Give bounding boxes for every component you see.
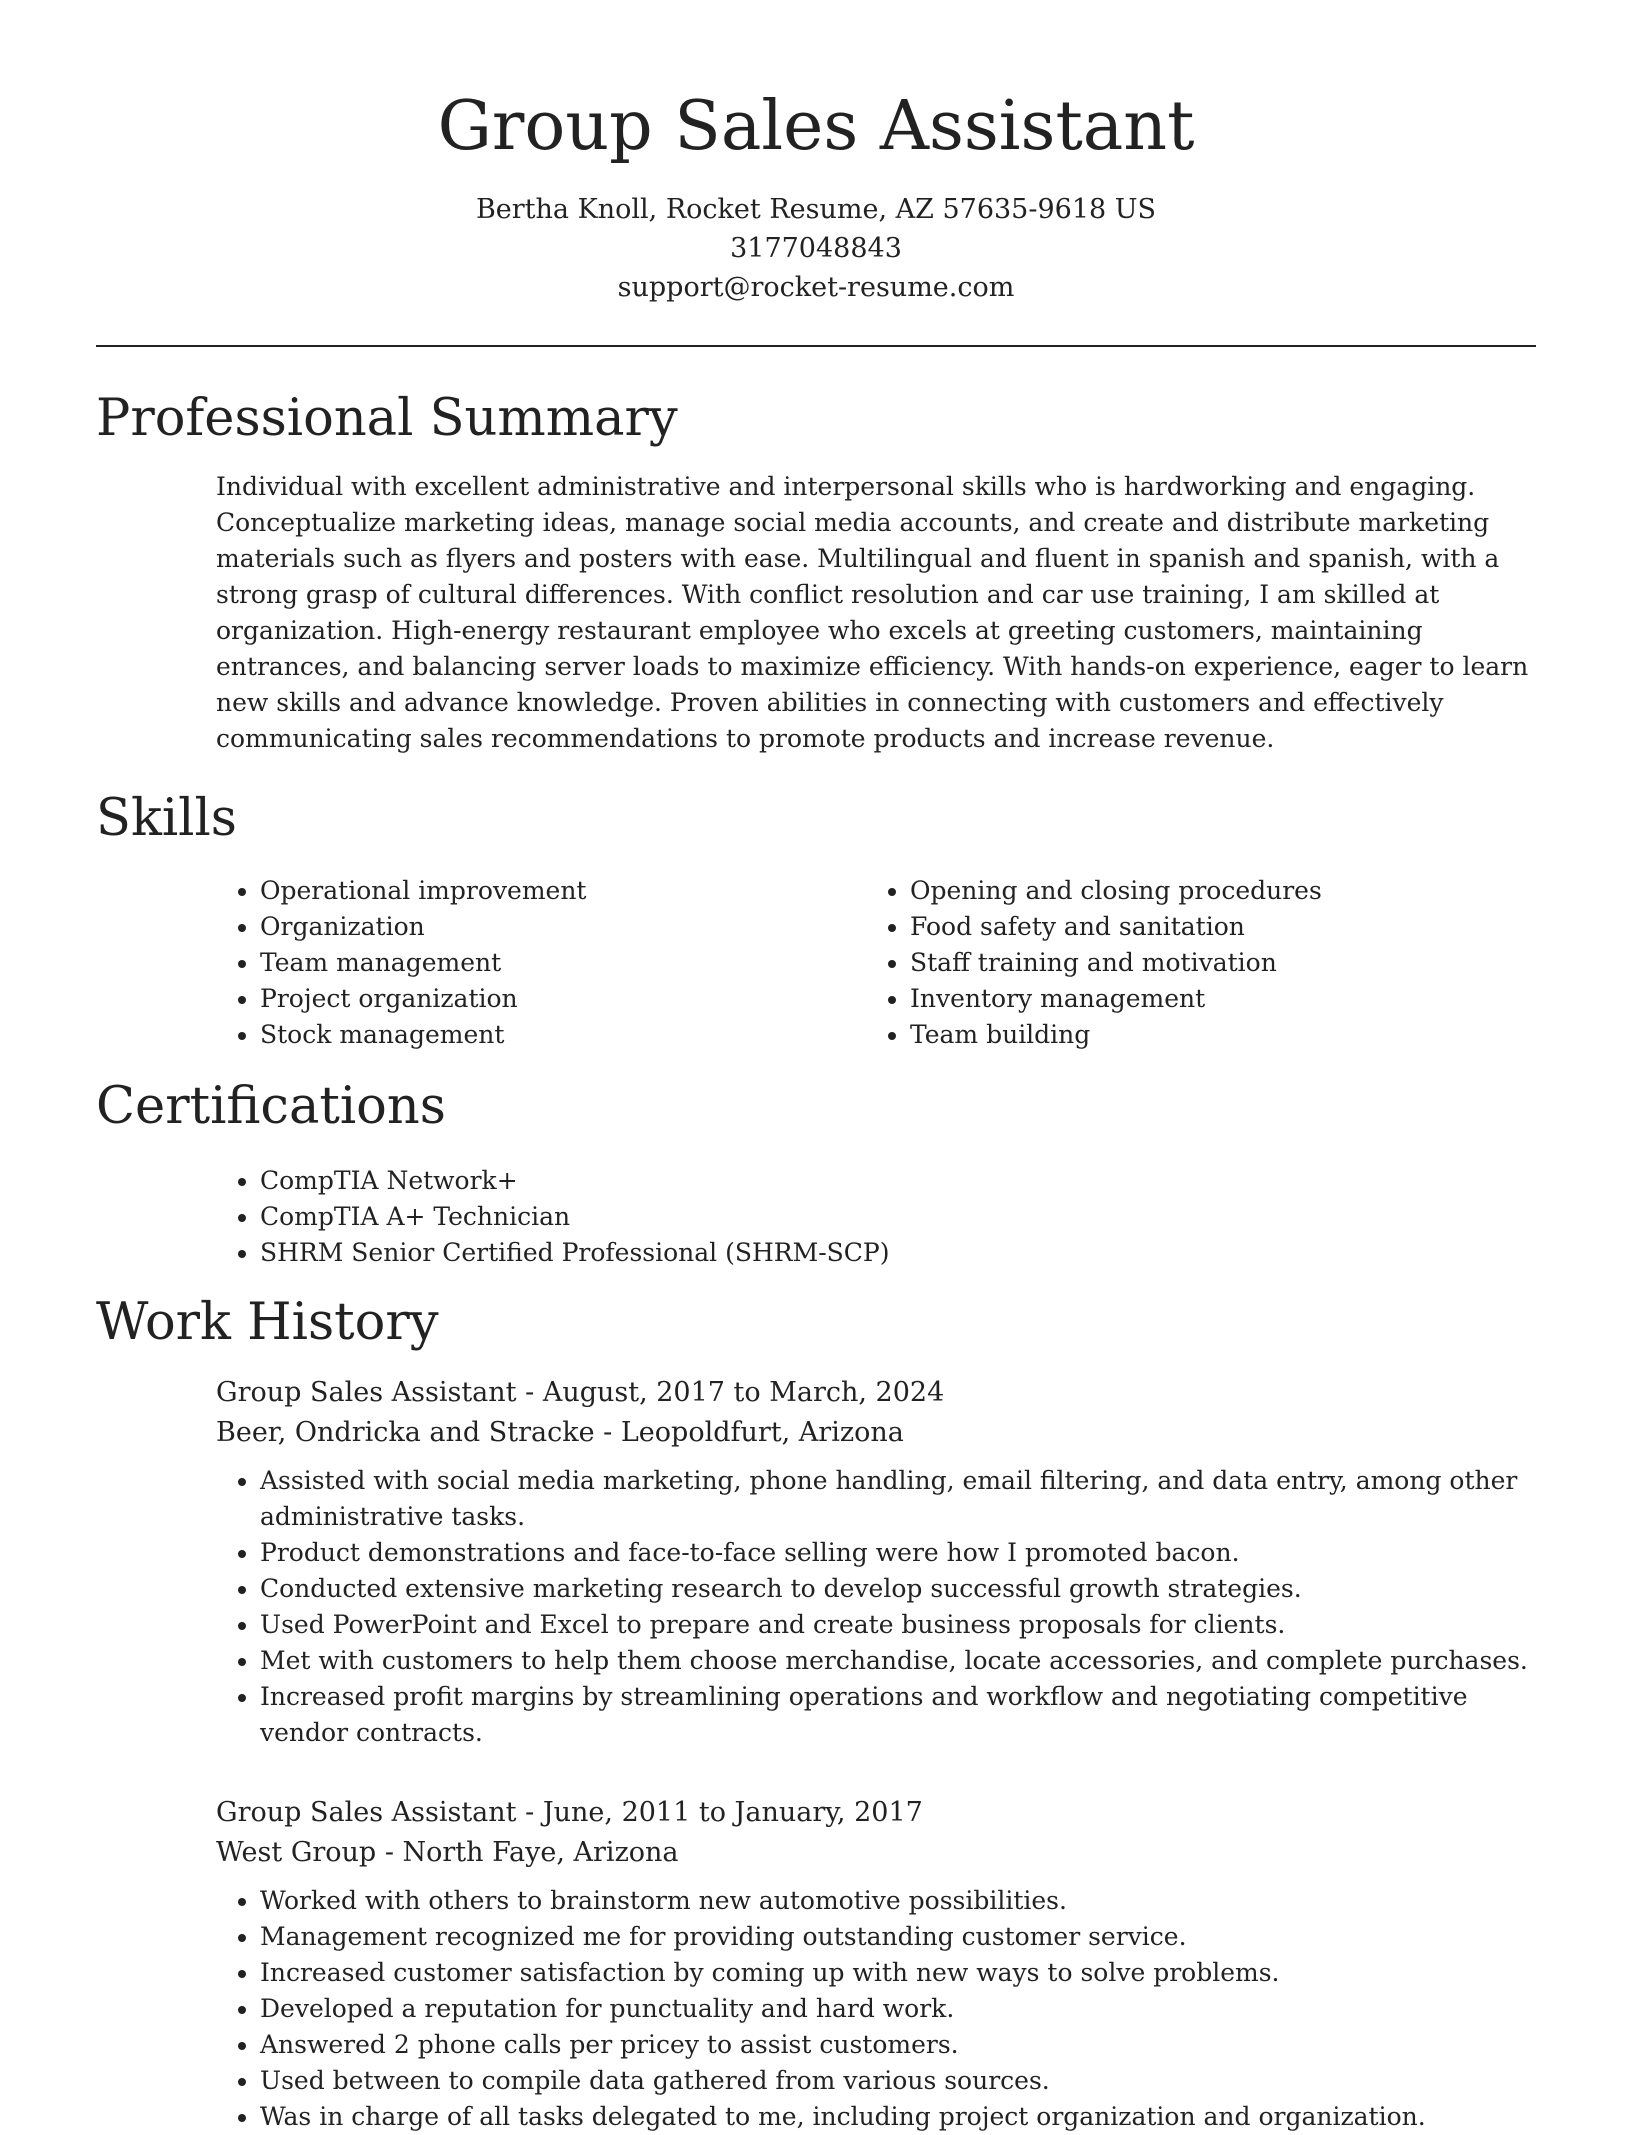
certification-item: • SHRM Senior Certified Professional (SHRM-SCP): [260, 1235, 1536, 1271]
job-location: - North Faye, Arizona: [376, 1837, 679, 1868]
summary-heading: Professional Summary: [96, 389, 678, 448]
job-duty-item: • Answered 2 phone calls per pricey to assist customers.: [260, 2027, 1536, 2063]
job-duty-item: • Assisted with social media marketing, phone handling, email filtering, and data entry, among other administrative tasks.: [260, 1463, 1536, 1535]
job-duty-item: • Increased profit margins by streamlining operations and workflow and negotiating competitive vendor contracts.: [260, 1679, 1536, 1751]
resume-page: [96, 0, 1536, 2135]
job-dates: - June, 2011 to January, 2017: [516, 1797, 923, 1828]
skill-item: • Food safety and sanitation: [910, 909, 1516, 945]
job-duty-item: • Used PowerPoint and Excel to prepare and create business proposals for clients.: [260, 1607, 1536, 1643]
skill-item: • Inventory management: [910, 981, 1516, 1017]
skill-item: • Stock management: [260, 1017, 866, 1053]
job-duties: [216, 1883, 1536, 2135]
job-company: West Group: [216, 1837, 377, 1868]
job-role: Group Sales Assistant: [216, 1797, 517, 1828]
job-company-line: [216, 1413, 1536, 1453]
job-title-line: [216, 1373, 1536, 1413]
contact-block: [96, 190, 1536, 307]
skill-item: • Team management: [260, 945, 866, 981]
certifications-list: [216, 1163, 1536, 1271]
job-duty-item: • Worked with others to brainstorm new automotive possibilities.: [260, 1883, 1536, 1919]
job-duty-item: • Met with customers to help them choose merchandise, locate accessories, and complete purchases.: [260, 1643, 1536, 1679]
candidate-name: Group Sales Assistant: [437, 87, 1195, 166]
job-duty-item: • Management recognized me for providing outstanding customer service.: [260, 1919, 1536, 1955]
skill-item: • Staff training and motivation: [910, 945, 1516, 981]
skill-item: • Organization: [260, 909, 866, 945]
job-duty-item: • Used between to compile data gathered from various sources.: [260, 2063, 1536, 2099]
skill-item: • Opening and closing procedures: [910, 873, 1516, 909]
job-duty-item: • Conducted extensive marketing research to develop successful growth strategies.: [260, 1571, 1536, 1607]
skills-column-left: [216, 873, 866, 1053]
certifications-bullets: [216, 1163, 1536, 1271]
work-history-heading: Work History: [96, 1293, 439, 1352]
job-company: Beer, Ondricka and Stracke: [216, 1417, 595, 1448]
job-duty-item: • Developed a reputation for punctuality and hard work.: [260, 1991, 1536, 2027]
summary-text: Individual with excellent administrative and interpersonal skills who is hardworking and engaging. Conceptualize marketing ideas, manage social media accounts, and create and distribute marketing materials such as flyers and posters with ease. Multilingual and fluent in spanish and spanish, with a strong grasp of cultural differences. With conflict resolution and car use training, I am skilled at organization. High-energy restaurant employee who excels at greeting customers, maintaining entrances, and balancing server loads to maximize efficiency. With hands-on experience, eager to learn new skills and advance knowledge. Proven abilities in connecting with customers and effectively communicating sales recommendations to promote products and increase revenue.: [216, 472, 1529, 753]
contact-address: Bertha Knoll, Rocket Resume, AZ 57635-9618 US: [475, 194, 1157, 225]
job-duty-item: • Increased customer satisfaction by coming up with new ways to solve problems.: [260, 1955, 1536, 1991]
header-divider: [96, 345, 1536, 347]
skill-item: • Project organization: [260, 981, 866, 1017]
job-entry: [216, 1373, 1536, 1751]
job-entry: [216, 1793, 1536, 2135]
skills-column-right: [866, 873, 1516, 1053]
contact-email: support@rocket-resume.com: [617, 272, 1015, 303]
job-role: Group Sales Assistant: [216, 1377, 517, 1408]
certification-item: • CompTIA Network+: [260, 1163, 1536, 1199]
skills-heading: Skills: [96, 789, 237, 848]
job-duties: [216, 1463, 1536, 1751]
skills-list: [216, 873, 1536, 1053]
certifications-heading: Certifications: [96, 1077, 446, 1136]
certification-item: • CompTIA A+ Technician: [260, 1199, 1536, 1235]
job-duty-item: • Was in charge of all tasks delegated to me, including project organization and organization.: [260, 2099, 1536, 2135]
resume-header: [96, 0, 1536, 307]
skill-item: • Team building: [910, 1017, 1516, 1053]
job-title-line: [216, 1793, 1536, 1833]
skill-item: • Operational improvement: [260, 873, 866, 909]
job-location: - Leopoldfurt, Arizona: [594, 1417, 904, 1448]
job-company-line: [216, 1833, 1536, 1873]
job-duty-item: • Product demonstrations and face-to-face selling were how I promoted bacon.: [260, 1535, 1536, 1571]
contact-phone: 3177048843: [730, 233, 902, 264]
job-dates: - August, 2017 to March, 2024: [516, 1377, 945, 1408]
